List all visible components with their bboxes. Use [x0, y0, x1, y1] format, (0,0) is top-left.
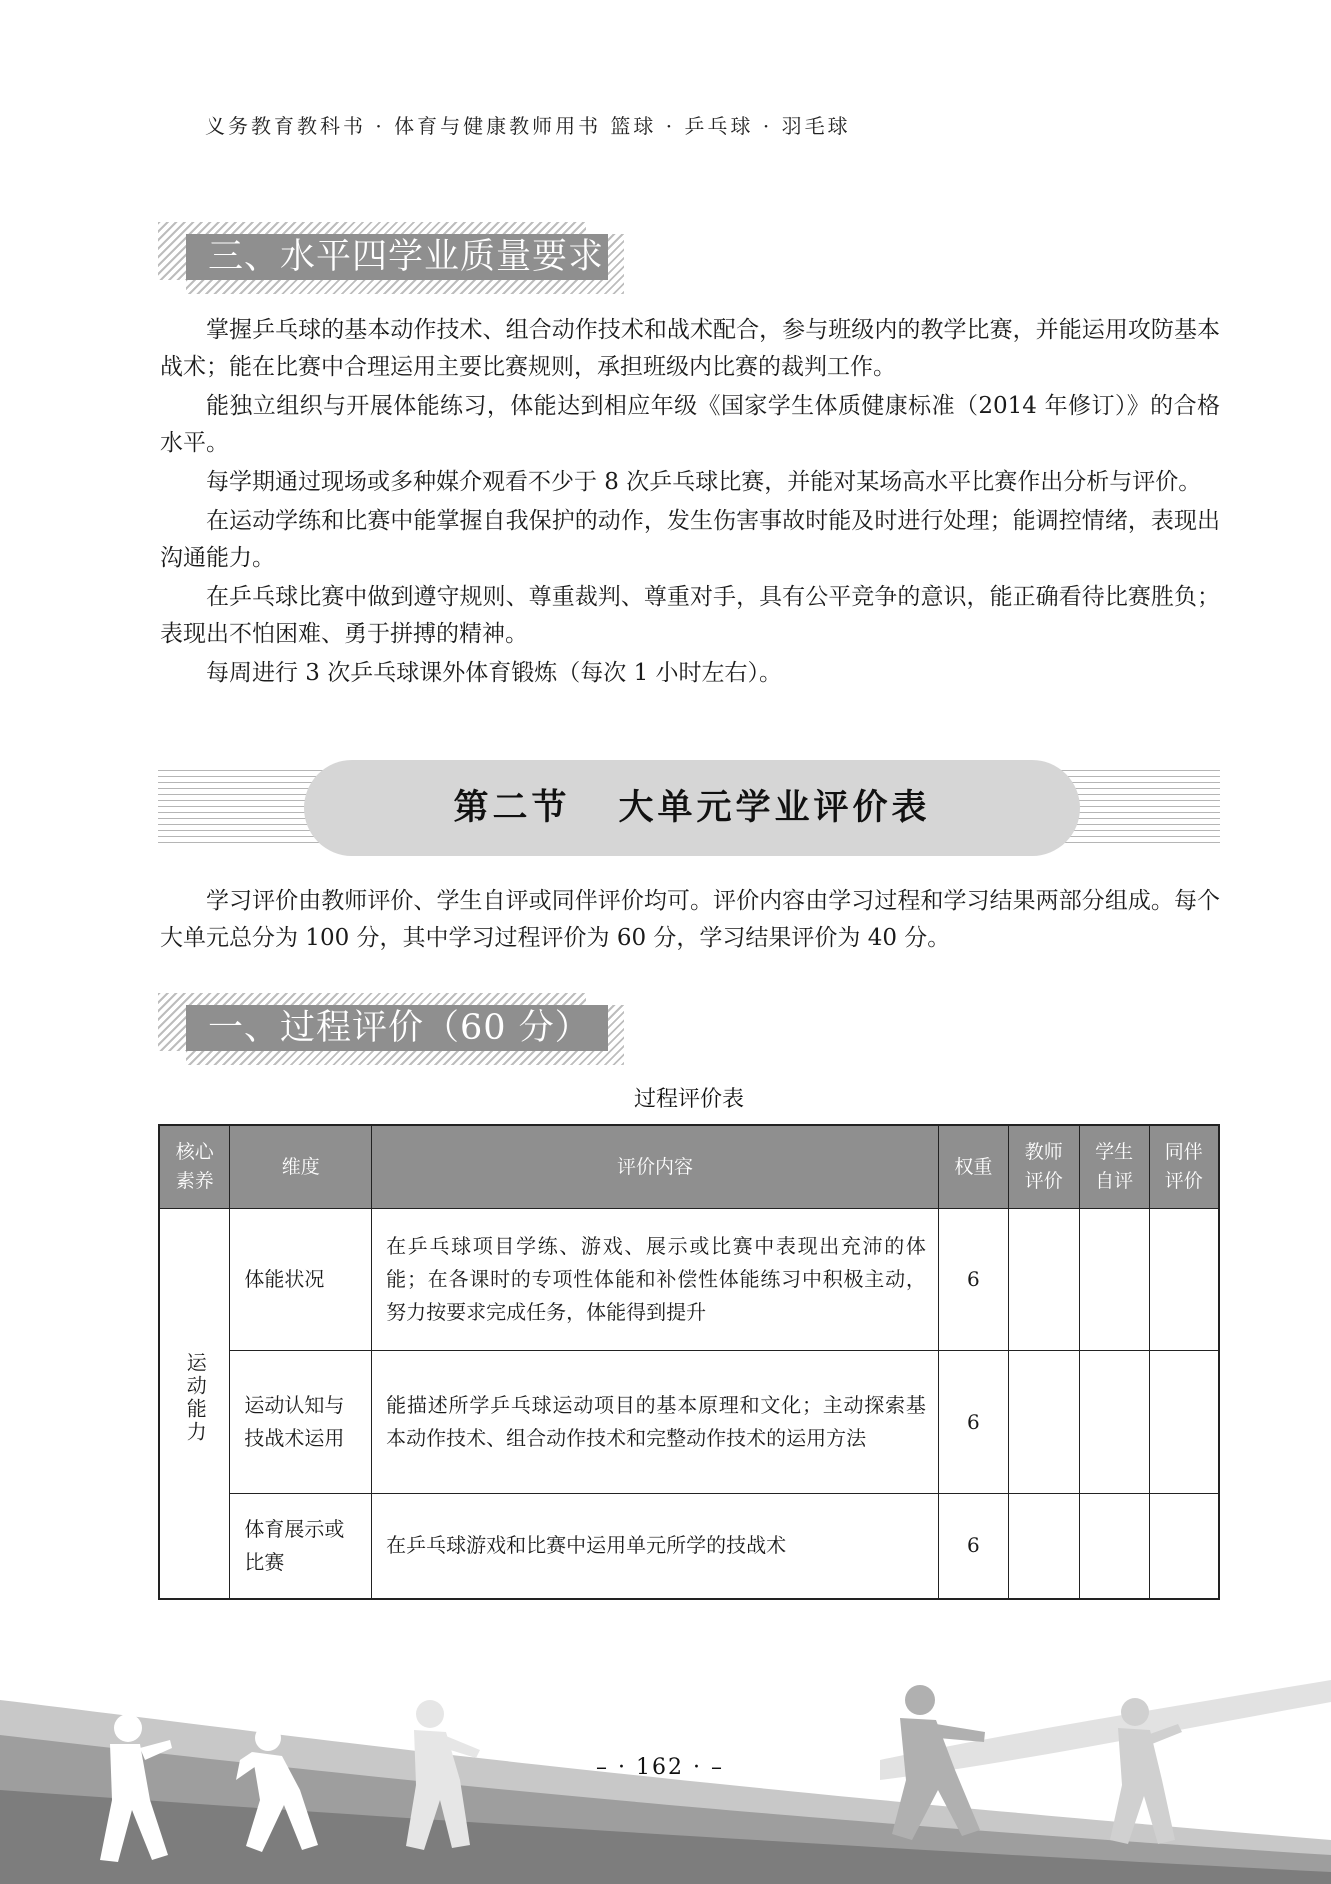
- section-one-banner: [158, 993, 624, 1065]
- peer-eval-cell[interactable]: [1149, 1209, 1219, 1351]
- paragraph: 能独立组织与开展体能练习，体能达到相应年级《国家学生体质健康标准（2014 年修订）》的合格水平。: [160, 393, 1220, 456]
- table-row: [159, 1209, 1219, 1351]
- section-three-title: 三、水平四学业质量要求: [186, 234, 608, 280]
- section-number: 第二节: [453, 787, 571, 828]
- peer-eval-cell[interactable]: [1149, 1351, 1219, 1494]
- teacher-eval-cell[interactable]: [1008, 1209, 1079, 1351]
- page-number: – · 162 · –: [596, 1755, 724, 1780]
- self-eval-cell[interactable]: [1079, 1494, 1149, 1599]
- evaluation-intro-text: [160, 883, 1220, 959]
- section-one-title: 一、过程评价（60 分）: [186, 1005, 608, 1051]
- content-cell: 在乒乓球项目学练、游戏、展示或比赛中表现出充沛的体能；在各课时的专项性体能和补偿性体能练习中积极主动，努力按要求完成任务，体能得到提升: [372, 1209, 939, 1351]
- section-title: 大单元学业评价表: [618, 787, 931, 828]
- table-row: [159, 1351, 1219, 1494]
- self-eval-cell[interactable]: [1079, 1351, 1149, 1494]
- paragraph: 每周进行 3 次乒乓球课外体育锻炼（每次 1 小时左右）。: [206, 660, 783, 686]
- chapter-section-heading: [158, 760, 1220, 856]
- section-three-banner: [158, 222, 624, 294]
- core-literacy-cell: 运动能力: [159, 1209, 230, 1599]
- self-eval-cell[interactable]: [1079, 1209, 1149, 1351]
- header-content: 评价内容: [372, 1125, 939, 1209]
- dimension-cell: 体育展示或 比赛: [230, 1494, 372, 1599]
- header-core-literacy: 核心 素养: [159, 1125, 230, 1209]
- weight-cell: 6: [938, 1209, 1008, 1351]
- dimension-cell: 体能状况: [230, 1209, 372, 1351]
- paragraph: 掌握乒乓球的基本动作技术、组合动作技术和战术配合，参与班级内的教学比赛，并能运用攻防基本战术；能在比赛中合理运用主要比赛规则，承担班级内比赛的裁判工作。: [160, 317, 1220, 380]
- weight-cell: 6: [938, 1351, 1008, 1494]
- process-evaluation-table: [158, 1124, 1220, 1600]
- header-teacher-eval: 教师 评价: [1008, 1125, 1079, 1209]
- table-header-row: [159, 1125, 1219, 1209]
- header-dimension: 维度: [230, 1125, 372, 1209]
- header-self-eval: 学生 自评: [1079, 1125, 1149, 1209]
- teacher-eval-cell[interactable]: [1008, 1494, 1079, 1599]
- peer-eval-cell[interactable]: [1149, 1494, 1219, 1599]
- running-header: 义务教育教科书 · 体育与健康教师用书 篮球 · 乒乓球 · 羽毛球: [205, 114, 851, 138]
- paragraph: 在运动学练和比赛中能掌握自我保护的动作，发生伤害事故时能及时进行处理；能调控情绪，表现出沟通能力。: [160, 508, 1220, 571]
- teacher-eval-cell[interactable]: [1008, 1351, 1079, 1494]
- table-caption: 过程评价表: [633, 1087, 744, 1112]
- weight-cell: 6: [938, 1494, 1008, 1599]
- quality-requirements-text: [160, 312, 1220, 694]
- header-weight: 权重: [938, 1125, 1008, 1209]
- table-row: [159, 1494, 1219, 1599]
- dimension-cell: 运动认知与 技战术运用: [230, 1351, 372, 1494]
- paragraph: 学习评价由教师评价、学生自评或同伴评价均可。评价内容由学习过程和学习结果两部分组成。每个大单元总分为 100 分，其中学习过程评价为 60 分，学习结果评价为 40 分。: [160, 888, 1220, 951]
- header-peer-eval: 同伴 评价: [1149, 1125, 1219, 1209]
- paragraph: 每学期通过现场或多种媒介观看不少于 8 次乒乓球比赛，并能对某场高水平比赛作出分析与评价。: [206, 469, 1202, 495]
- paragraph: 在乒乓球比赛中做到遵守规则、尊重裁判、尊重对手，具有公平竞争的意识，能正确看待比赛胜负；表现出不怕困难、勇于拼搏的精神。: [160, 584, 1220, 647]
- content-cell: 能描述所学乒乓球运动项目的基本原理和文化；主动探索基本动作技术、组合动作技术和完整动作技术的运用方法: [372, 1351, 939, 1494]
- content-cell: 在乒乓球游戏和比赛中运用单元所学的技战术: [372, 1494, 939, 1599]
